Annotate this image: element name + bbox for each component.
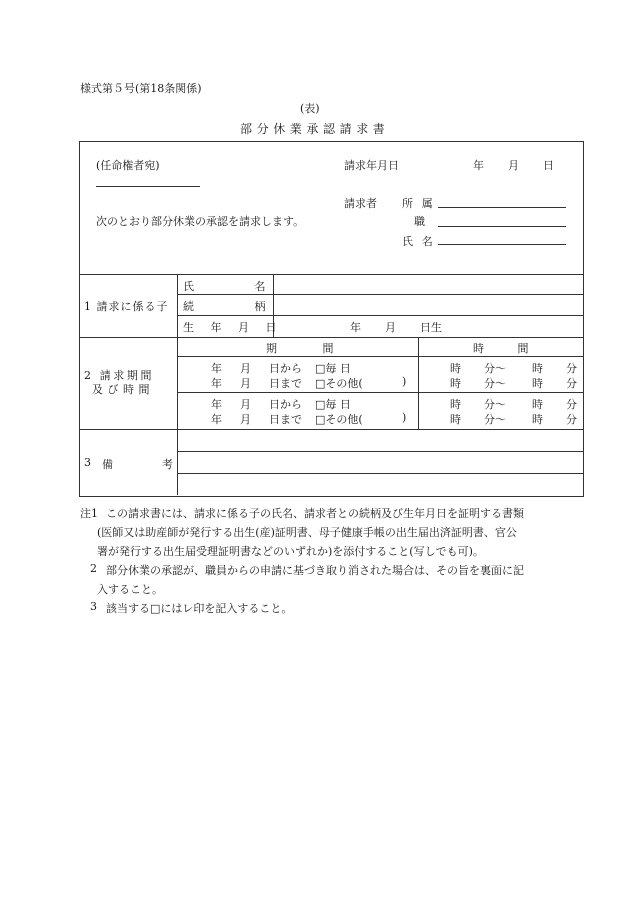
period-header: 期 間	[266, 342, 334, 355]
affiliation-label: 所 属	[402, 197, 436, 210]
period-row-minute2: 分	[566, 362, 577, 375]
divider-s2-group	[178, 392, 583, 393]
period-row-month: 月	[240, 377, 251, 390]
date-year: 年	[473, 159, 484, 172]
period-row-day-label: 日まで	[269, 413, 302, 426]
period-row-hour2: 時	[532, 377, 543, 390]
period-row-month: 月	[240, 398, 251, 411]
birth-suffix: 日生	[420, 321, 442, 334]
addressee-label: (任命権者宛)	[96, 159, 160, 172]
period-row-minute2: 分	[566, 398, 577, 411]
period-row-hour2: 時	[532, 362, 543, 375]
period-row-minute: 分～	[484, 413, 506, 426]
birth-year: 年	[350, 321, 361, 334]
name-label: 氏 名	[402, 235, 436, 248]
section3-label-b: 考	[162, 458, 173, 471]
section2-label-line2: 及び時間	[92, 383, 154, 396]
period-row-month: 月	[240, 362, 251, 375]
form-title: 部分休業承認請求書	[240, 122, 390, 136]
note3-line1: 該当する□にはレ印を記入すること。	[106, 602, 293, 615]
position-field[interactable]	[438, 226, 566, 227]
child-birth-label: 生 年 月 日	[183, 321, 277, 334]
period-row-month: 月	[240, 413, 251, 426]
note2-line2: 入すること。	[97, 583, 163, 596]
period-row-minute2: 分	[566, 413, 577, 426]
period-row-year: 年	[211, 413, 222, 426]
divider-top-section	[79, 274, 583, 275]
form-number: 様式第５号(第18条関係)	[80, 82, 202, 95]
note2-line1: 部分休業の承認が、職員からの申請に基づき取り消された場合は、その旨を裏面に記	[106, 564, 524, 577]
period-row-year: 年	[211, 398, 222, 411]
divider-s1-r2	[178, 315, 583, 316]
child-name-label: 氏 名	[183, 280, 266, 293]
period-row-hour2: 時	[532, 413, 543, 426]
divider-label-column	[177, 274, 178, 495]
period-row-option[interactable]: □その他(	[315, 377, 363, 390]
period-row-option[interactable]: □その他(	[315, 413, 363, 426]
period-row-minute: 分～	[484, 398, 506, 411]
note1-line1: この請求書には、請求に係る子の氏名、請求者との続柄及び生年月日を証明する書類	[106, 507, 524, 520]
period-row-option[interactable]: □毎 日	[315, 362, 351, 375]
period-row-year: 年	[211, 377, 222, 390]
period-row-day-label: 日から	[269, 362, 302, 375]
divider-s2-header	[178, 356, 583, 357]
child-relation-label: 続 柄	[183, 300, 266, 313]
addressee-field[interactable]	[96, 186, 200, 187]
period-row-close: )	[402, 411, 407, 424]
section3-label-num: 3	[84, 456, 91, 469]
divider-s1-r1	[178, 294, 583, 295]
divider-s3-r1	[178, 451, 583, 452]
note1-line2: (医師又は助産師が発行する出生(産)証明書、母子健康手帳の出生届出済証明書、官公	[97, 526, 517, 539]
name-field[interactable]	[438, 244, 566, 245]
period-row-minute: 分～	[484, 362, 506, 375]
note2-prefix: 2	[90, 562, 97, 575]
form-frame	[79, 141, 584, 497]
divider-s3-r2	[178, 473, 583, 474]
divider-section1	[79, 337, 583, 338]
period-row-minute: 分～	[484, 377, 506, 390]
form-side-label: (表)	[300, 102, 320, 115]
time-header: 時 間	[473, 342, 529, 355]
date-month: 月	[508, 159, 519, 172]
period-row-day-label: 日から	[269, 398, 302, 411]
period-row-close: )	[402, 375, 407, 388]
request-date-label: 請求年月日	[344, 159, 399, 172]
section1-label: 1 請求に係る子	[84, 300, 169, 313]
note3-prefix: 3	[90, 600, 97, 613]
period-row-year: 年	[211, 362, 222, 375]
request-statement: 次のとおり部分休業の承認を請求します。	[96, 215, 305, 228]
date-day: 日	[543, 159, 554, 172]
period-row-option[interactable]: □毎 日	[315, 398, 351, 411]
position-label: 職	[414, 215, 425, 228]
period-row-hour: 時	[450, 377, 461, 390]
applicant-label: 請求者	[344, 197, 377, 210]
note1-line3: 署が発行する出生届受理証明書などのいずれか)を添付すること(写しでも可)。	[97, 545, 484, 558]
period-row-day-label: 日まで	[269, 377, 302, 390]
birth-month: 月	[385, 321, 396, 334]
section3-label-a: 備	[102, 458, 113, 471]
section2-label-line1: 2 請求期間	[84, 369, 155, 382]
note1-prefix: 注1	[80, 507, 98, 520]
period-row-hour: 時	[450, 398, 461, 411]
period-row-hour: 時	[450, 362, 461, 375]
divider-s2-column	[418, 337, 419, 429]
period-row-hour2: 時	[532, 398, 543, 411]
affiliation-field[interactable]	[438, 207, 566, 208]
period-row-minute2: 分	[566, 377, 577, 390]
period-row-hour: 時	[450, 413, 461, 426]
divider-section2	[79, 429, 583, 430]
